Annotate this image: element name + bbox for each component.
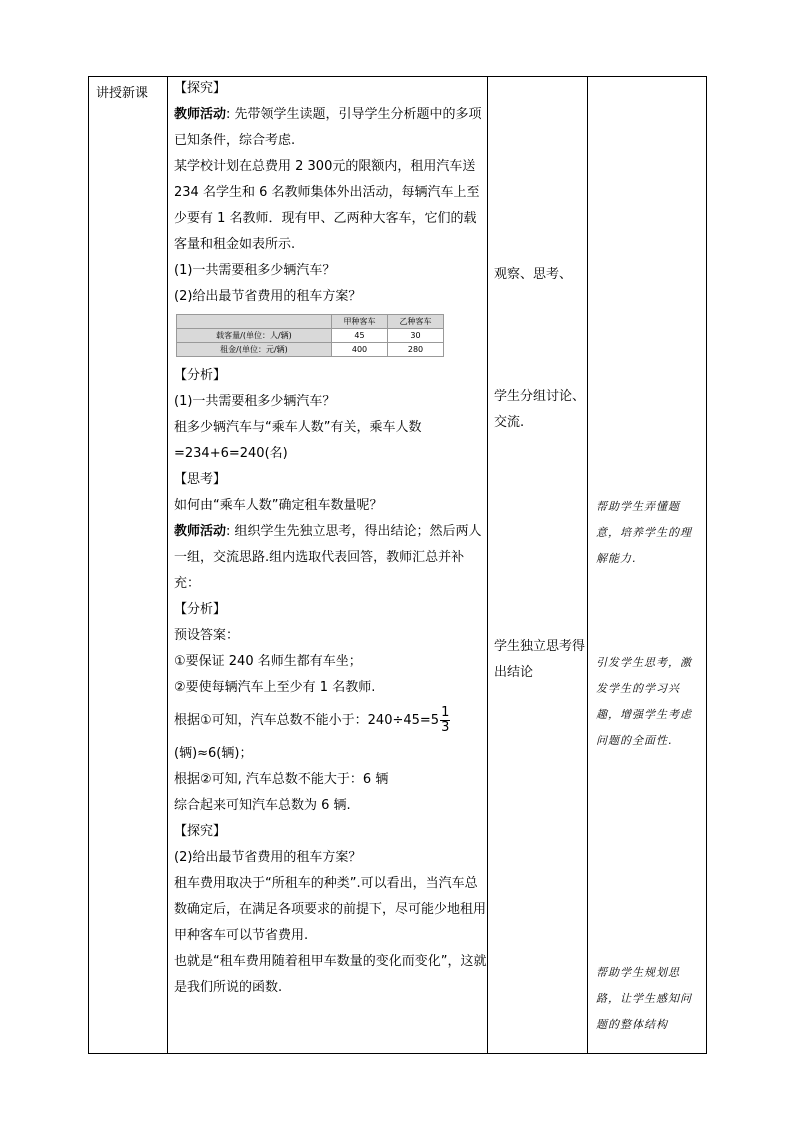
question-2: (2)给出最节省费用的租车方案？ xyxy=(174,289,362,304)
table-cell: 280 xyxy=(388,343,444,357)
analysis-text: 租多少辆汽车与“乘车人数”有关，乘车人数=234+6=240(名) xyxy=(174,420,422,461)
explore-heading-2: 【探究】 xyxy=(174,824,227,839)
teacher-activity-1: 教师活动: 先带领学生读题，引导学生分析题中的多项已知条件，综合考虑. xyxy=(174,107,482,148)
bus-info-table xyxy=(176,314,444,357)
teacher-activity-label: 教师活动 xyxy=(174,524,227,539)
conclusion-2: 根据②可知, 汽车总数不能大于：6 辆 xyxy=(174,772,389,787)
teacher-activity-label: 教师活动 xyxy=(174,107,227,122)
table-border-right xyxy=(706,76,707,1054)
think-heading: 【思考】 xyxy=(174,472,227,487)
design-intent-2: 引发学生思考，激发学生的学习兴趣，增强学生考虑问题的全面性. xyxy=(596,656,692,747)
table-header-cell: 乙种客车 xyxy=(388,315,444,329)
analysis-heading-1: 【分析】 xyxy=(174,368,227,383)
student-activity-1: 观察、思考、 xyxy=(494,267,573,282)
student-activity-3: 学生独立思考得出结论 xyxy=(494,639,586,680)
table-cell: 30 xyxy=(388,329,444,343)
table-cell: 45 xyxy=(332,329,388,343)
table-row-label: 租金/(单位：元/辆) xyxy=(177,343,332,357)
table-divider-3 xyxy=(587,76,588,1054)
design-intent-1: 帮助学生弄懂题意，培养学生的理解能力. xyxy=(596,500,692,565)
design-intent-3: 帮助学生规划思路，让学生感知问题的整体结构 xyxy=(596,966,692,1031)
table-border-left xyxy=(88,76,89,1054)
section-label: 讲授新课 xyxy=(96,86,149,101)
function-statement: 也就是“租车费用随着租甲车数量的变化而变化”，这就是我们所说的函数. xyxy=(174,954,487,995)
cost-explanation: 租车费用取决于“所租车的种类”.可以看出，当汽车总数确定后，在满足各项要求的前提下，尽可能少地租用甲种客车可以节省费用. xyxy=(174,876,487,943)
table-cell: 400 xyxy=(332,343,388,357)
teacher-activity-2: 教师活动: 组织学生先独立思考，得出结论；然后两人一组，交流思路.组内选取代表回答，教师汇总并补充： xyxy=(174,524,482,591)
table-row-label: 载客量/(单位：人/辆) xyxy=(177,329,332,343)
analysis-heading-2: 【分析】 xyxy=(174,602,227,617)
table-header-cell: 甲种客车 xyxy=(332,315,388,329)
student-activity-2: 学生分组讨论、交流. xyxy=(494,389,586,430)
answer-2: ②要使每辆汽车上至少有 1 名教师. xyxy=(174,680,376,695)
fraction: $\frac{1}{3}$ xyxy=(441,705,450,735)
calc-result: (辆)≈6(辆)； xyxy=(174,746,253,761)
table-divider-1 xyxy=(167,76,168,1054)
preset-answer-label: 预设答案： xyxy=(174,628,240,643)
problem-text: 某学校计划在总费用 2 300元的限额内，租用汽车送 234 名学生和 6 名教师集体外出活动，每辆汽车上至少要有 1 名教师．现有甲、乙两种大客车，它们的载客量和租金如表所示. xyxy=(174,159,480,252)
analysis-question-1: (1)一共需要租多少辆汽车？ xyxy=(174,394,336,409)
answer-1: ①要保证 240 名师生都有车坐； xyxy=(174,654,362,669)
question-2b: (2)给出最节省费用的租车方案？ xyxy=(174,850,362,865)
table-border-bottom xyxy=(88,1053,707,1054)
explore-heading-1: 【探究】 xyxy=(174,81,227,96)
think-question: 如何由“乘车人数”确定租车数量呢？ xyxy=(174,498,383,513)
main-content xyxy=(174,76,488,1001)
combined-conclusion: 综合起来可知汽车总数为 6 辆. xyxy=(174,798,351,813)
table-header-cell xyxy=(177,315,332,329)
calc-line: 根据①可知，汽车总数不能小于：240÷45=5 $\frac{1}{3}$ xyxy=(174,705,450,735)
question-1: (1)一共需要租多少辆汽车？ xyxy=(174,263,336,278)
